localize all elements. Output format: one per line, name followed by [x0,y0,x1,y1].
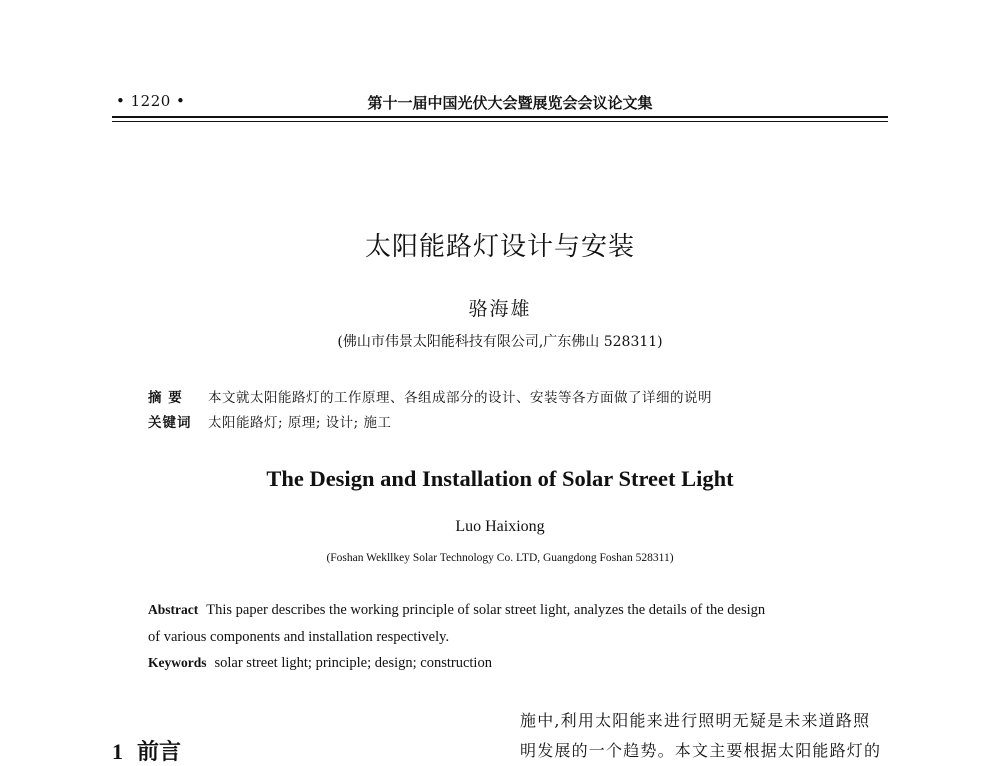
running-title: 第十一届中国光伏大会暨展览会会议论文集 [367,94,653,112]
section-heading [112,735,181,766]
author-cn: 骆海雄 [468,298,532,320]
abstract-en-text-1: This paper describes the working principle of solar street light, analyzes the details of the design [206,602,766,618]
author-en: Luo Haixiong [455,518,545,535]
abstract-cn-text: 本文就太阳能路灯的工作原理、各组成部分的设计、安装等各方面做了详细的说明 [208,390,712,406]
page-number: • 1220 • [116,92,186,110]
abstract-en-line1 [148,602,765,619]
keywords-cn-text: 太阳能路灯; 原理; 设计; 施工 [208,415,392,431]
body-text-line2: 明发展的一个趋势。本文主要根据太阳能路灯的 [520,741,882,760]
section-title: 前言 [137,740,182,765]
header-rule-thin [112,121,888,122]
keywords-cn-label: 关键词 [148,415,192,431]
keywords-en-text: solar street light; principle; design; construction [214,655,492,671]
section-number: 1 [112,739,123,764]
paper-title-cn: 太阳能路灯设计与安装 [364,232,635,262]
abstract-en-label: Abstract [148,602,199,617]
paper-title-en: The Design and Installation of Solar Street Light [266,466,734,491]
body-text-line1: 施中,利用太阳能来进行照明无疑是未来道路照 [520,711,871,730]
abstract-en-line2: of various components and installation respectively. [148,629,450,645]
affiliation-cn: (佛山市伟景太阳能科技有限公司,广东佛山 528311) [337,334,663,350]
header-rule-thick [112,116,888,118]
running-header [0,92,1000,113]
abstract-cn-label: 摘 要 [148,390,183,406]
keywords-en [148,655,492,672]
keywords-en-label: Keywords [148,655,207,670]
affiliation-en: (Foshan Wekllkey Solar Technology Co. LTD, Guangdong Foshan 528311) [326,552,674,564]
